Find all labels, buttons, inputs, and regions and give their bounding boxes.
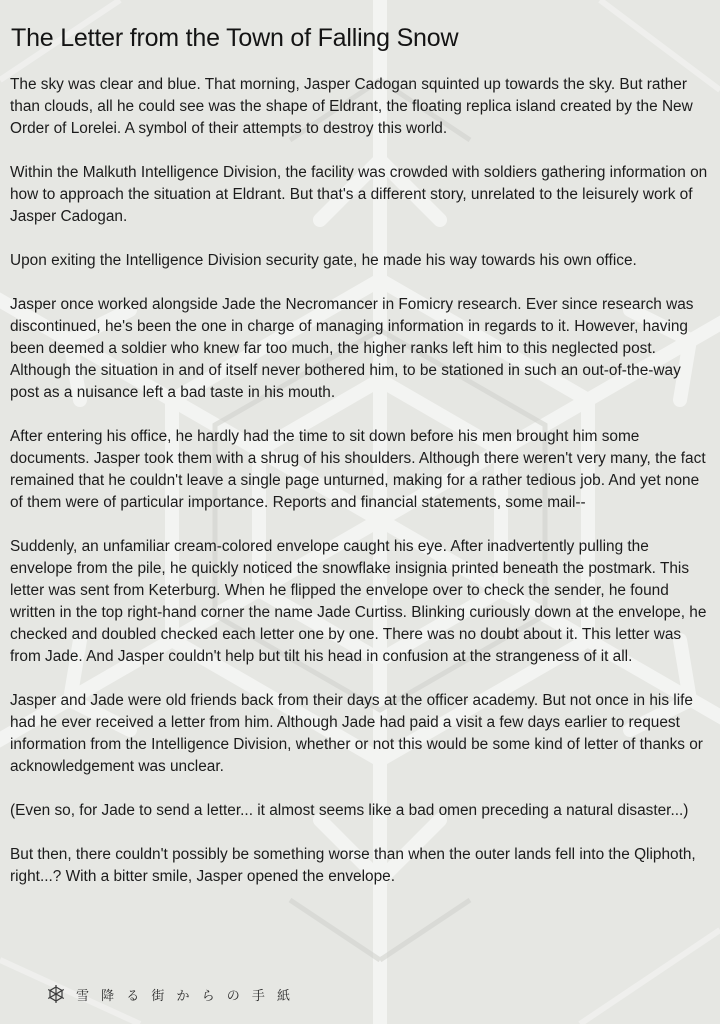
paragraph: The sky was clear and blue. That morning, Jasper Cadogan squinted up towards the sky. But rather than clouds, all he could see was the shape of Eldrant, the floating replica island created by the New Order of Lorelei. A symbol of their attempts to destroy this world. [10, 76, 693, 137]
paragraph: Upon exiting the Intelligence Division security gate, he made his way towards his own office. [10, 252, 637, 269]
paragraph: (Even so, for Jade to send a letter... it almost seems like a bad omen preceding a natural disaster...) [10, 802, 689, 819]
paragraph: Suddenly, an unfamiliar cream-colored envelope caught his eye. After inadvertently pulling the envelope from the pile, he quickly noticed the snowflake insignia printed beneath the postmark. This letter was sent from Keterburg. When he flipped the envelope over to check the sender, he found written in the top right-hand corner the name Jade Curtiss. Blinking curiously down at the envelope, he checked and doubled checked each letter one by one. There was no doubt about it. This letter was from Jade. And Jasper couldn't help but tilt his head in confusion at the strangeness of it all. [10, 538, 707, 665]
paragraph: Within the Malkuth Intelligence Division, the facility was crowded with soldiers gathering information on how to approach the situation at Eldrant. But that's a different story, unrelated to the leisurely work of Jasper Cadogan. [10, 164, 708, 225]
paragraph: Jasper and Jade were old friends back from their days at the officer academy. But not once in his life had he ever received a letter from him. Although Jade had paid a visit a few days earlier to request information from the Intelligence Division, whether or not this would be some kind of letter of thanks or acknowledgement was unclear. [10, 692, 703, 775]
story-body [10, 22, 710, 910]
page-title: The Letter from the Town of Falling Snow [11, 24, 459, 52]
page-footer [46, 984, 294, 1004]
paragraph: But then, there couldn't possibly be something worse than when the outer lands fell into the Qliphoth, right...? With a bitter smile, Jasper opened the envelope. [10, 846, 696, 885]
paragraph: After entering his office, he hardly had the time to sit down before his men brought him some documents. Jasper took them with a shrug of his shoulders. Although there weren't very many, the fact remained that he couldn't leave a single page unturned, making for a rather tedious job. And yet none of them were of particular importance. Reports and financial statements, some mail-- [10, 428, 706, 511]
paragraph: Jasper once worked alongside Jade the Necromancer in Fomicry research. Ever since research was discontinued, he's been the one in charge of managing information in regards to it. However, having been deemed a soldier who knew far too much, the higher ranks left him to this neglected post. Although the situation in and of itself never bothered him, to be stationed in such an out-of-the-way post as a nuisance left a bad taste in his mouth. [10, 296, 694, 401]
footer-title: 雪 降 る 街 か ら の 手 紙 [76, 988, 295, 1004]
snowflake-icon [46, 984, 66, 1004]
